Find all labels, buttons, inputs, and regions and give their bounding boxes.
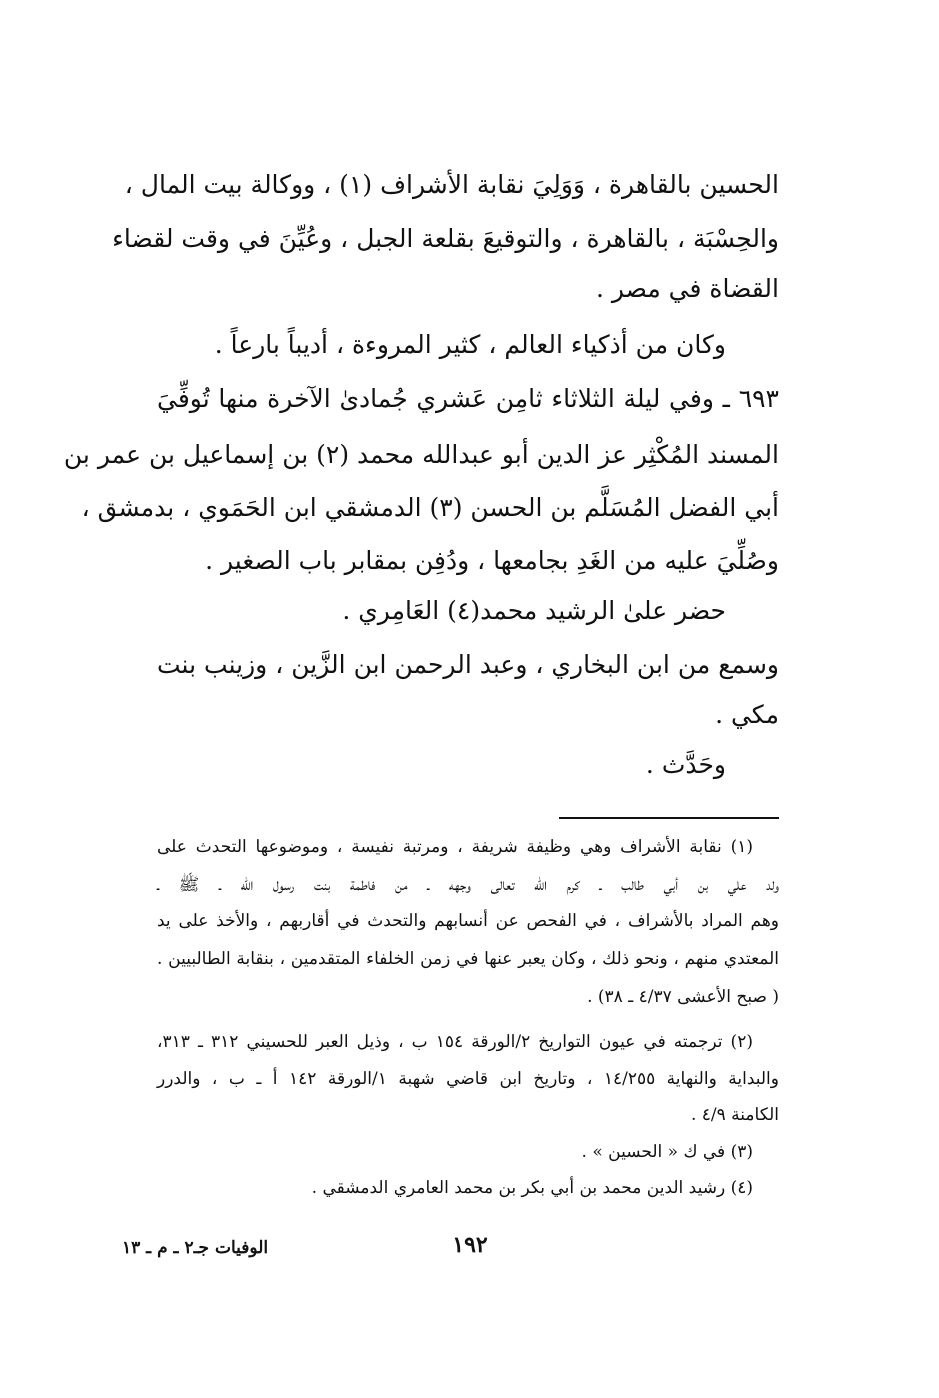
body-line-3: القضاة في مصر . <box>595 274 779 303</box>
body-line-11: مكي . <box>715 700 779 729</box>
body-line-1: الحسين بالقاهرة ، وَوَلِيَ نقابة الأشراف (١) ، ووكالة بيت المال ، <box>124 170 779 199</box>
body-line-2: والحِسْبَة ، بالقاهرة ، والتوقيعَ بقلعة الجبل ، وعُيِّنَ في وقت لقضاء <box>112 224 779 253</box>
body-line-6: المسند المُكْثِر عز الدين أبو عبدالله محمد (٢) بن إسماعيل بن عمر بن <box>63 440 779 469</box>
footnote-divider <box>559 817 779 819</box>
footnote-line-3: وهم المراد بالأشراف ، في الفحص عن أنسابهم والتحدث في أقاربهم ، والأخذ على يد <box>157 911 779 931</box>
body-line-7: أبي الفضل المُسَلَّم بن الحسن (٣) الدمشقي ابن الحَمَوي ، بدمشق ، <box>81 493 779 522</box>
footnote-line-2: ولد علي بن أبي طالب ـ كرم الله تعالى وجهه ـ من فاطمة بنت رسول الله ـ ﷺ ـ <box>157 875 780 895</box>
page-number: ١٩٢ <box>452 1232 488 1258</box>
footnote-line-6: (٢) ترجمته في عيون التواريخ ٢/الورقة ١٥٤ ب ، وذيل العبر للحسيني ٣١٢ ـ ٣١٣، <box>157 1032 753 1052</box>
signature-mark: الوفيات جـ٢ ـ م ـ ١٣ <box>122 1238 269 1258</box>
body-line-12: وحَدَّث . <box>645 750 726 779</box>
footnote-line-9: (٣) في ك « الحسين » . <box>581 1142 753 1162</box>
footnote-line-4: المعتدي منهم ، ونحو ذلك ، وكان يعبر عنها في زمن الخلفاء المتقدمين ، بنقابة الطالبيين . <box>157 949 779 969</box>
footnote-line-5: ( صبح الأعشى ٤/٣٧ ـ ٣٨) . <box>587 987 779 1007</box>
footnote-line-1: (١) نقابة الأشراف وهي وظيفة شريفة ، ومرتبة نفيسة ، وموضوعها التحدث على <box>157 837 753 857</box>
body-line-9: حضر علىٰ الرشيد محمد(٤) العَامِري . <box>342 596 726 625</box>
body-line-5: ٦٩٣ ـ وفي ليلة الثلاثاء ثامِن عَشري جُمادىٰ الآخرة منها تُوفِّيَ <box>157 384 779 413</box>
footnote-line-10: (٤) رشيد الدين محمد بن أبي بكر بن محمد العامري الدمشقي . <box>311 1178 753 1198</box>
body-line-10: وسمع من ابن البخاري ، وعبد الرحمن ابن الزَّين ، وزينب بنت <box>157 650 779 679</box>
footnote-line-7: والبداية والنهاية ١٤/٢٥٥ ، وتاريخ ابن قاضي شهبة ١/الورقة ١٤٢ أ ـ ب ، والدرر <box>157 1069 779 1089</box>
body-line-8: وصُلِّيَ عليه من الغَدِ بجامعها ، ودُفِن بمقابر باب الصغير . <box>205 546 779 575</box>
body-line-4: وكان من أذكياء العالم ، كثير المروءة ، أديباً بارعاً . <box>214 330 726 359</box>
footnote-line-8: الكامنة ٤/٩ . <box>690 1105 779 1125</box>
